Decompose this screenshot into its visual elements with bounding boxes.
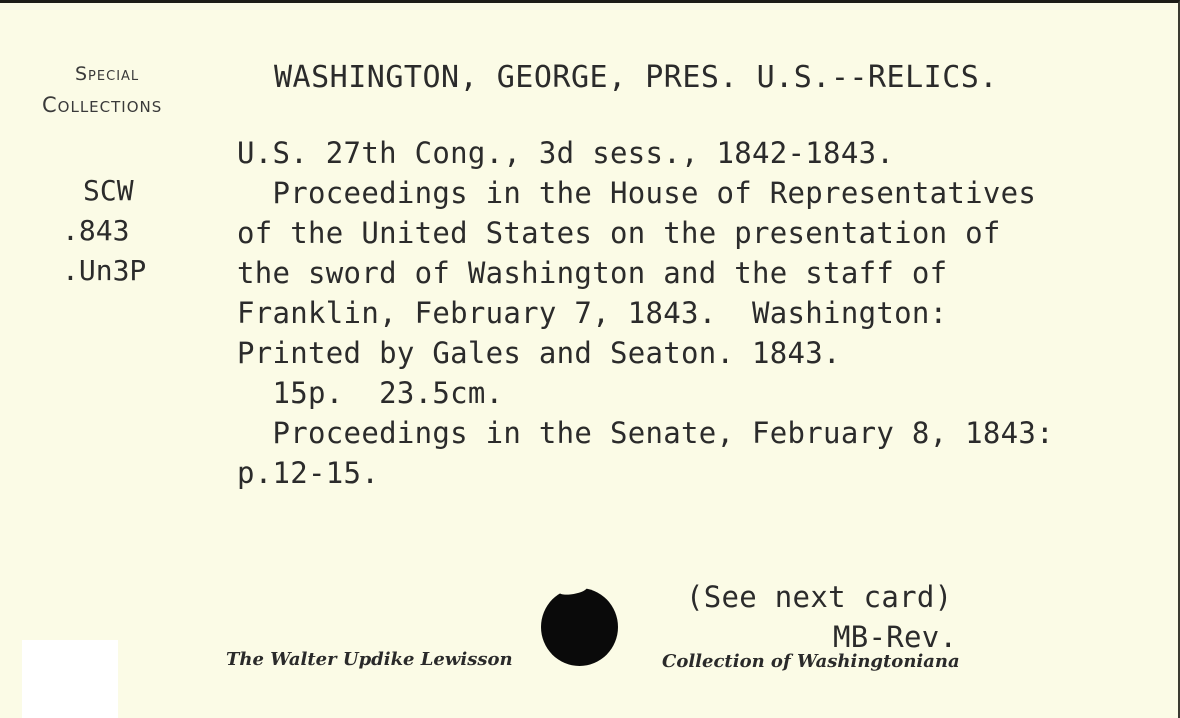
body-line-4: the sword of Washington and the staff of [237,256,948,290]
body-line-6: Printed by Gales and Seaton. 1843. [237,336,841,370]
body-line-3: of the United States on the presentation of [237,216,1001,250]
call-number-line2: .843 [62,214,130,247]
see-next-card-note: (See next card) [686,580,953,614]
punch-hole [541,588,618,666]
label-patch [22,640,118,718]
call-number-line1: SCW [83,174,134,207]
body-line-2: Proceedings in the House of Representatives [237,176,1037,210]
special-collections-stamp-line1: Special [75,63,140,85]
body-line-8: Proceedings in the Senate, February 8, 1843: [237,416,1054,450]
body-line-7: 15p. 23.5cm. [237,376,504,410]
subject-heading: WASHINGTON, GEORGE, PRES. U.S.--RELICS. [274,60,998,95]
imprint-right: Collection of Washingtoniana [662,651,960,672]
body-line-5: Franklin, February 7, 1843. Washington: [237,296,948,330]
special-collections-stamp-line2: Collections [42,93,163,117]
cataloger-initials: MB-Rev. [833,620,958,654]
imprint-left: The Walter Updike Lewisson [226,649,513,670]
body-line-9: p.12-15. [237,456,380,490]
call-number-line3: .Un3P [62,254,147,287]
body-line-1: U.S. 27th Cong., 3d sess., 1842-1843. [237,136,895,170]
